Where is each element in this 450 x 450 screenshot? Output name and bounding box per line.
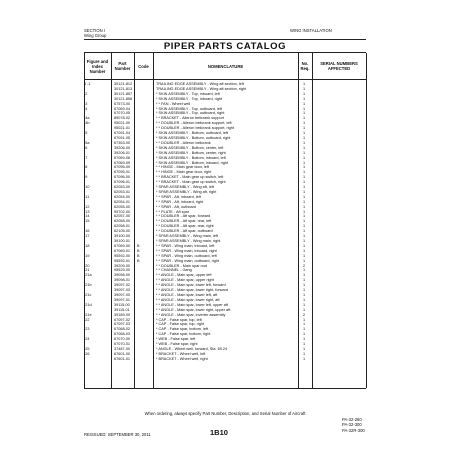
index-number: -21a	[84, 273, 92, 278]
model-label: PA-32-300	[342, 422, 362, 428]
part-number: 62057-00	[114, 214, 131, 219]
part-number: 39097-02	[114, 283, 131, 288]
part-number: 67601-01	[114, 356, 131, 361]
nomenclature-cell: * CAP - False spar, bottom, left	[156, 327, 209, 332]
part-number: 67091-05	[114, 135, 131, 140]
section-label: SECTION I	[84, 28, 105, 33]
nomenclature-cell: TRAILING EDGE ASSEMBLY - Wing aft section, left	[156, 82, 244, 86]
quantity-cell: 1	[303, 219, 306, 224]
part-number: 39098-01	[114, 278, 131, 283]
index-number: -21	[84, 268, 90, 273]
index-number: -4a	[84, 116, 90, 121]
quantity-cell: 1	[303, 165, 306, 170]
nomenclature-cell: * ANGLE - Wheel well, forward, Sta. 69.24	[156, 346, 228, 351]
index-number: -21e	[84, 312, 92, 317]
quantity-cell: 1	[303, 273, 306, 278]
nomenclature-cell: * * DOUBLER - Aft spar, rear, left	[156, 219, 212, 224]
nomenclature-cell: * * ANGLE - Main spar, upper right	[156, 278, 214, 283]
part-number: 67095-01	[114, 170, 131, 175]
quantity-cell: 1	[303, 180, 306, 185]
catalog-title: PIPER PARTS CATALOG	[163, 41, 287, 52]
index-number: -3	[84, 101, 88, 106]
nomenclature-cell: * SPAR ASSEMBLY - Wing aft, right	[156, 189, 217, 194]
nomenclature-cell: * * BRACKET - Main gear up switch, left	[156, 175, 224, 180]
nomenclature-cell: * SPAR ASSEMBLY - Wing main, left	[156, 234, 219, 239]
quantity-cell: 1	[303, 307, 306, 312]
nomenclature-cell: * * ANGLE - Main spar, lower right, upper aft	[156, 307, 231, 312]
part-number: 39100-01	[114, 239, 131, 243]
part-number: 62105-00	[114, 229, 131, 234]
index-number: -18	[84, 243, 90, 248]
quantity-cell: 1	[303, 160, 306, 165]
quantity-cell: 1	[303, 229, 306, 234]
quantity-cell: 1	[303, 214, 306, 219]
nomenclature-cell: * SKIN ASSEMBLY - Bottom, outboard, left	[156, 131, 229, 136]
nomenclature-cell: * * SPAR - Aft, inboard, left	[156, 194, 201, 199]
quantity-cell: 1	[303, 258, 306, 263]
part-number: 30121-858	[114, 96, 133, 101]
quantity-cell: 1	[303, 332, 306, 337]
column-header-serial: SERIAL NUMBERS AFFECTED	[320, 61, 358, 71]
quantity-cell: 1	[303, 86, 306, 91]
index-number: -21b	[84, 283, 92, 288]
index-number: -21c	[84, 292, 92, 297]
part-number: 67068-03	[114, 332, 131, 337]
part-number: 95529-00	[114, 268, 131, 273]
index-number: -19	[84, 253, 90, 258]
code-cell: B	[137, 253, 140, 258]
nomenclature-cell: * * DOUBLER - Aft spar, forward	[156, 214, 211, 219]
index-number: -25	[84, 346, 90, 351]
quantity-cell: 1	[303, 175, 306, 180]
part-number: 62058-01	[114, 224, 131, 229]
index-number: -4	[84, 106, 88, 111]
part-number: 67069-04	[114, 106, 131, 111]
nomenclature-cell: * WEB - False spar, left	[156, 337, 196, 342]
part-number: 39098-00	[114, 273, 131, 278]
index-number: -15	[84, 219, 90, 224]
nomenclature-cell: * * SPAR - Wing main, outboard, right	[156, 258, 220, 263]
part-number: 62055-00	[114, 204, 131, 209]
quantity-cell: 1	[303, 145, 306, 150]
index-number: -23	[84, 327, 90, 332]
model-label: PA-32R-300	[342, 427, 365, 433]
part-number: 67097-02	[114, 317, 131, 322]
index-number: -13	[84, 209, 90, 214]
nomenclature-cell: * SKIN ASSEMBLY - Bottom, inboard, right	[156, 160, 229, 165]
nomenclature-cell: * * DOUBLER - Main spar root	[156, 263, 208, 268]
nomenclature-cell: * SKIN ASSEMBLY - Top, outboard, right	[156, 111, 225, 116]
nomenclature-cell: * * ANGLE - Main spar, lower left, aft	[156, 292, 218, 297]
part-number: 39097-03	[114, 288, 131, 293]
code-cell: B	[137, 258, 140, 263]
nomenclature-cell: * * SPAR - Wing main, outboard, left	[156, 253, 217, 258]
part-number: 67573-00	[114, 101, 131, 106]
model-list	[342, 417, 365, 433]
header-rule	[84, 39, 366, 40]
index-number: -24	[84, 337, 90, 342]
part-number: 39097-00	[114, 292, 131, 297]
column-header-part: Part Number	[114, 61, 131, 71]
nomenclature-cell: * * SPAR - Wing main, inboard, left	[156, 243, 215, 248]
part-number: 30121-813	[114, 86, 133, 91]
quantity-cell: 1	[303, 278, 306, 283]
index-number: 5 -1	[84, 82, 91, 86]
nomenclature-cell: * * ANGLE - Main spar, lower right, forward	[156, 288, 228, 293]
quantity-cell: 1	[303, 288, 306, 293]
nomenclature-cell: * * BRACKET - Aileron bellcrank support	[156, 116, 224, 121]
nomenclature-cell: * SPAR ASSEMBLY - Wing aft, left	[156, 185, 215, 190]
quantity-cell: 1	[303, 131, 306, 136]
part-number: 62053-01	[114, 189, 131, 194]
index-number: -11	[84, 194, 90, 199]
header-row-rule	[84, 79, 366, 80]
part-number: 39209-00	[114, 263, 131, 268]
nomenclature-cell: * SKIN ASSEMBLY - Top, inboard, right	[156, 96, 223, 101]
quantity-cell: 1	[303, 292, 306, 297]
quantity-cell: 1	[303, 342, 306, 347]
nomenclature-cell: * BRACKET - Wheel well, left	[156, 351, 206, 356]
quantity-cell: 1	[303, 327, 306, 332]
quantity-cell: 1	[303, 194, 306, 199]
column-header-nomenclature: NOMENCLATURE	[207, 63, 244, 69]
column-header-qty: No. Req.	[300, 61, 310, 71]
nomenclature-cell: * * FAN - Wheel well	[156, 101, 191, 106]
column-header-figure: Figure and Index Number	[86, 58, 109, 74]
nomenclature-cell: * CAP - False spar, top, left	[156, 317, 202, 322]
part-number: 39115-00	[114, 302, 130, 307]
quantity-cell: 1	[303, 302, 306, 307]
nomenclature-cell: * * SPAR - Aft, inboard, right	[156, 199, 204, 204]
parts-table-body	[84, 82, 366, 362]
index-number: -6	[84, 145, 88, 150]
part-number: 67096-00	[114, 175, 131, 180]
index-number: -14	[84, 214, 90, 219]
nomenclature-cell: * * DOUBLER - Aileron bellcrank	[156, 140, 211, 145]
nomenclature-cell: * * HINGE - Main gear door, left	[156, 165, 209, 170]
quantity-cell: 1	[303, 322, 306, 327]
nomenclature-cell: * * DOUBLER - Aileron bellcrank support, left	[156, 121, 232, 126]
nomenclature-cell: TRAILING EDGE ASSEMBLY - Wing aft section, right	[156, 86, 247, 91]
quantity-cell: 1	[303, 268, 306, 273]
nomenclature-cell: * * DOUBLER - Aft spar, outboard	[156, 229, 213, 234]
quantity-cell: 1	[303, 346, 306, 351]
quantity-cell: 1	[303, 111, 306, 116]
part-number: 62053-00	[114, 185, 131, 190]
part-number: 67601-00	[114, 351, 131, 356]
quantity-cell: 1	[303, 224, 306, 229]
part-number: 39189-00	[114, 312, 131, 317]
code-cell: B	[137, 243, 140, 248]
part-number: 67068-02	[114, 327, 131, 332]
nomenclature-cell: * * ANGLE - Main spar, lower left, forward	[156, 283, 226, 288]
nomenclature-cell: * * DOUBLER - Aileron bellcrank support, right	[156, 126, 234, 131]
quantity-cell: 1	[303, 283, 306, 288]
part-number: 95702-00	[114, 209, 131, 214]
quantity-cell: 1	[303, 121, 306, 126]
quantity-cell: 1	[303, 150, 306, 155]
quantity-cell: 1	[303, 199, 306, 204]
quantity-cell: 1	[303, 106, 306, 111]
index-number: -10	[84, 185, 90, 190]
index-number: -12	[84, 204, 90, 209]
index-number: -9	[84, 175, 88, 180]
part-number: 67069-00	[114, 243, 131, 248]
nomenclature-cell: * * DOUBLER - Aft spar, rear, right	[156, 224, 214, 229]
index-number: -21d	[84, 302, 92, 307]
part-number: 67353-00	[114, 140, 131, 145]
part-number: 39206-01	[114, 150, 131, 155]
quantity-cell: 1	[303, 140, 306, 145]
nomenclature-cell: * BRACKET - Wheel well, right	[156, 356, 208, 361]
title-rule	[84, 52, 366, 53]
part-number: 39115-01	[114, 307, 130, 312]
part-number: 62054-01	[114, 199, 131, 204]
quantity-cell: 1	[303, 209, 306, 214]
part-number: 67097-03	[114, 322, 131, 327]
part-number: 67070-01	[114, 342, 131, 347]
quantity-cell: 1	[303, 253, 306, 258]
quantity-cell: 1	[303, 297, 306, 302]
quantity-cell: 1	[303, 234, 306, 239]
part-number: 67069-01	[114, 248, 131, 253]
part-number: 95592-00	[114, 253, 131, 258]
quantity-cell: 1	[303, 82, 306, 86]
quantity-cell: 1	[303, 248, 306, 253]
nomenclature-cell: * CAP - False spar, bottom, right	[156, 332, 211, 337]
part-number: 67096-01	[114, 180, 131, 185]
index-number: -22	[84, 317, 90, 322]
quantity-cell: 1	[303, 185, 306, 190]
code-cell: B	[137, 248, 140, 253]
nomenclature-cell: * SKIN ASSEMBLY - Bottom, center, right	[156, 150, 226, 155]
nomenclature-cell: * * HINGE - Main gear door, right	[156, 170, 212, 175]
part-number: 89078-02	[114, 116, 131, 121]
nomenclature-cell: * * ANGLE - Main spar, lower right, aft	[156, 297, 220, 302]
part-number: 95021-00	[114, 121, 131, 126]
nomenclature-cell: * * ANGLE - Main spar, lower left, upper aft	[156, 302, 228, 307]
ordering-note: When ordering, always specify Part Number, Description, and Serial Number of Aircraft	[144, 411, 306, 416]
part-number: 39097-01	[114, 297, 131, 302]
page-number: 1B10	[210, 428, 228, 437]
nomenclature-cell: * SKIN ASSEMBLY - Top, inboard, left	[156, 91, 220, 96]
reissue-date: REISSUED: SEPTEMBER 30, 2011	[84, 432, 151, 437]
part-number: 67069-09	[114, 160, 131, 165]
table-row	[84, 357, 366, 362]
part-number: 67095-00	[114, 165, 131, 170]
nomenclature-cell: * * BRACKET - Main gear up switch, right	[156, 180, 226, 185]
index-number: -17	[84, 234, 90, 239]
index-number: -2	[84, 91, 88, 96]
table-border-right	[366, 53, 367, 388]
part-number: 67069-08	[114, 155, 131, 160]
index-number: -4b	[84, 121, 90, 126]
quantity-cell: 1	[303, 204, 306, 209]
nomenclature-cell: * SKIN ASSEMBLY - Bottom, inboard, left	[156, 155, 226, 160]
part-number: 37487-00	[114, 346, 131, 351]
quantity-cell: 1	[303, 189, 306, 194]
table-bottom-rule	[84, 388, 366, 389]
model-label: PA-32-260	[342, 417, 362, 422]
part-number: 95592-01	[114, 258, 131, 263]
index-number: -7	[84, 155, 88, 160]
quantity-cell: 2	[303, 312, 306, 317]
index-number: -20	[84, 263, 90, 268]
part-number: 30121-857	[114, 91, 133, 96]
installation-header: WING INSTALLATION	[290, 28, 332, 33]
nomenclature-cell: * * CHANNEL - Gang	[156, 268, 192, 273]
quantity-cell: 1	[303, 351, 306, 356]
quantity-cell: 2	[303, 263, 306, 268]
quantity-cell: 1	[303, 101, 306, 106]
part-number: 39206-00	[114, 145, 131, 150]
part-number: 67070-05	[114, 111, 131, 116]
part-number: 30121-812	[114, 82, 133, 86]
quantity-cell: 1	[303, 170, 306, 175]
nomenclature-cell: * SKIN ASSEMBLY - Bottom, outboard, right	[156, 135, 231, 140]
part-number: 62058-00	[114, 219, 131, 224]
quantity-cell: 1	[303, 155, 306, 160]
part-number: 67070-00	[114, 337, 131, 342]
nomenclature-cell: * WEB - False spar, right	[156, 342, 198, 347]
index-number: -26	[84, 351, 90, 356]
nomenclature-cell: * CAP - False spar, top, right	[156, 322, 205, 327]
quantity-cell: 1	[303, 317, 306, 322]
quantity-cell: 1	[303, 356, 306, 361]
quantity-cell: 1	[303, 96, 306, 101]
quantity-cell: 1	[303, 126, 306, 131]
nomenclature-cell: * * SPAR - Aft, outboard	[156, 204, 197, 209]
quantity-cell: 1	[303, 239, 306, 243]
group-label: Wing Group	[84, 33, 107, 38]
index-number: -5a	[84, 140, 90, 145]
index-number: -8	[84, 165, 88, 170]
part-number: 39100-00	[114, 234, 131, 239]
nomenclature-cell: * * ANGLE - Main spar, inverter assembly	[156, 312, 226, 317]
column-header-code: Code	[138, 63, 149, 69]
quantity-cell: 1	[303, 135, 306, 140]
nomenclature-cell: * * PLATE - Aft spar	[156, 209, 190, 214]
part-number: 62054-00	[114, 194, 131, 199]
nomenclature-cell: * * ANGLE - Main spar, upper left	[156, 273, 212, 278]
nomenclature-cell: * SKIN ASSEMBLY - Top, outboard, left	[156, 106, 223, 111]
section-header	[84, 28, 106, 38]
quantity-cell: 1	[303, 243, 306, 248]
quantity-cell: 1	[303, 91, 306, 96]
index-number: -5	[84, 131, 88, 136]
part-number: 95021-01	[114, 126, 131, 131]
index-number: -16	[84, 229, 90, 234]
nomenclature-cell: * * SPAR - Wing main, inboard, right	[156, 248, 217, 253]
part-number: 67091-04	[114, 131, 131, 136]
quantity-cell: 1	[303, 337, 306, 342]
nomenclature-cell: * SPAR ASSEMBLY - Wing main, right	[156, 239, 221, 243]
nomenclature-cell: * SKIN ASSEMBLY - Bottom, center, left	[156, 145, 224, 150]
quantity-cell: 1	[303, 116, 306, 121]
